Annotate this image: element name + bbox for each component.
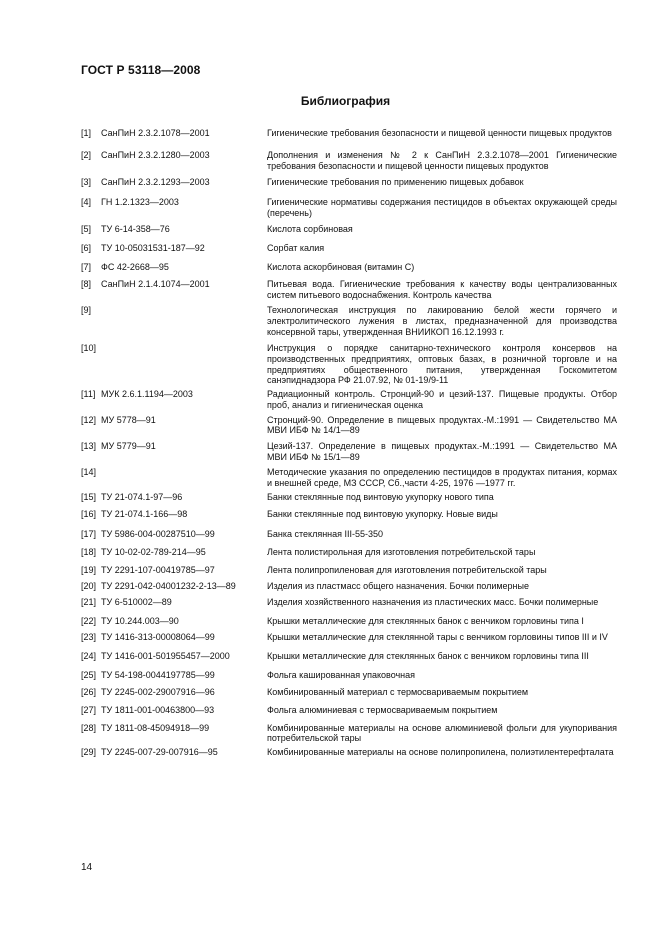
entry-title: Кислота сорбиновая <box>267 223 353 234</box>
entry-title: Крышки металлические для стеклянных банок с венчиком горловины типа I <box>267 615 584 626</box>
entry-document-code: СанПиН 2.3.2.1293—2003 <box>101 177 210 188</box>
entry-number: [4] <box>81 197 92 208</box>
entry-title: Стронций-90. Определение в пищевых продуктах.-М.:1991 — Свидетельство МА МВИ ИБФ № 14/1—89 <box>267 414 617 436</box>
entry-number: [26] <box>81 686 97 697</box>
bibliography-list <box>81 128 617 760</box>
page-number: 14 <box>81 862 93 873</box>
entry-number: [10] <box>81 343 97 354</box>
entry-document-code: ТУ 10-05031531-187—92 <box>101 242 205 253</box>
entry-number: [5] <box>81 223 92 234</box>
entry-number: [23] <box>81 631 97 642</box>
entry-document-code: СанПиН 2.3.2.1280—2003 <box>101 150 210 160</box>
entry-title: Питьевая вода. Гигиенические требования к качеству воды централизованных систем питьевого водоснабжения. Контроль качества <box>267 278 617 300</box>
bibliography-entry <box>81 224 617 237</box>
bibliography-entry <box>81 581 617 594</box>
entry-number: [27] <box>81 704 97 715</box>
bibliography-entry <box>81 705 617 718</box>
bibliography-entry <box>81 565 617 578</box>
entry-title: Гигиенические нормативы содержания пестицидов в объектах окружающей среды (перечень) <box>267 197 617 219</box>
entry-title: Фольга кашированная упаковочная <box>267 669 416 680</box>
entry-number: [22] <box>81 615 97 626</box>
bibliography-entry <box>81 509 617 522</box>
entry-document-code: ТУ 6-14-358—76 <box>101 223 170 234</box>
entry-title: Лента полистирольная для изготовления потребительской тары <box>267 546 536 557</box>
entry-number: [9] <box>81 305 92 316</box>
entry-document-code: ТУ 2291-107-00419785—97 <box>101 564 215 575</box>
entry-document-code: МУ 5778—91 <box>101 414 156 425</box>
bibliography-entry <box>81 616 617 629</box>
entry-number: [29] <box>81 747 97 758</box>
entry-number: [28] <box>81 722 97 733</box>
entry-title: Банка стеклянная III-55-350 <box>267 528 384 539</box>
bibliography-entry <box>81 597 617 610</box>
bibliography-entry <box>81 747 617 760</box>
bibliography-entry <box>81 529 617 542</box>
entry-title: Комбинированные материалы на основе полипропилена, полиэтилентерефталата <box>267 747 614 758</box>
entry-document-code: ФС 42-2668—95 <box>101 261 169 272</box>
entry-title: Методические указания по определению пестицидов в продуктах питания, кормах и внешней среде, МЗ СССР, Сб.,части 4-25, 1976 —1977 гг. <box>267 467 617 489</box>
bibliography-entry <box>81 279 617 300</box>
entry-title: Цезий-137. Определение в пищевых продуктах.-М.:1991 — Свидетельство МА МВИ ИБФ № 15/1—89 <box>267 440 617 462</box>
entry-number: [25] <box>81 669 97 680</box>
entry-number: [12] <box>81 414 97 425</box>
bibliography-entry <box>81 632 617 645</box>
entry-title: Крышки металлические для стеклянных банок с венчиком горловины типа III <box>267 650 589 661</box>
entry-title: Гигиенические требования по применению пищевых добавок <box>267 177 524 188</box>
entry-document-code: ТУ 1811-001-00463800—93 <box>101 704 215 715</box>
entry-title: Радиационный контроль. Стронций-90 и цезий-137. Пищевые продукты. Отбор проб, анализ и гигиеническая оценка <box>267 389 617 410</box>
entry-document-code: МУ 5779—91 <box>101 440 156 451</box>
entry-document-code: ТУ 21-074.1-166—98 <box>101 508 188 519</box>
entry-title: Крышки металлические для стеклянной тары с венчиком горловины типов III и IV <box>267 631 608 642</box>
bibliography-entry <box>81 305 617 337</box>
entry-title: Изделия из пластмасс общего назначения. Бочки полимерные <box>267 580 529 591</box>
bibliography-entry <box>81 262 617 275</box>
entry-number: [13] <box>81 440 97 451</box>
entry-document-code: ТУ 5986-004-00287510—99 <box>101 528 215 539</box>
bibliography-entry <box>81 670 617 683</box>
entry-document-code: ТУ 2291-042-04001232-2-13—89 <box>101 580 236 591</box>
bibliography-entry <box>81 723 617 744</box>
entry-title: Инструкция о порядке санитарно-технического контроля консервов на производственных предприятиях, оптовых базах, в розничной торговле и на предприятиях общественного питания, утвержденная Госкомитетом санэпиднадзора РФ 21.07.92, № 01-19/9-11 <box>267 343 617 386</box>
entry-document-code: СанПиН 2.1.4.1074—2001 <box>101 278 210 289</box>
entry-number: [20] <box>81 580 97 591</box>
entry-number: [21] <box>81 596 97 607</box>
entry-number: [8] <box>81 278 92 289</box>
entry-document-code: ГН 1.2.1323—2003 <box>101 197 179 208</box>
entry-document-code: ТУ 21-074.1-97—96 <box>101 491 183 502</box>
bibliography-entry <box>81 547 617 560</box>
entry-number: [1] <box>81 128 92 138</box>
entry-number: [19] <box>81 564 97 575</box>
entry-document-code: ТУ 1811-08-45094918—99 <box>101 722 210 733</box>
entry-title: Изделия хозяйственного назначения из пластических масс. Бочки полимерные <box>267 596 599 607</box>
entry-title: Технологическая инструкция по лакированию белой жести горячего и электролитического лужения в листах, предназначенной для производства консервной тары, утвержденная ВНИИКОП 16.12.1993 г. <box>267 305 617 337</box>
bibliography-entry <box>81 150 617 171</box>
entry-title: Комбинированные материалы на основе алюминиевой фольги для укупоривания потребительской тары <box>267 722 617 744</box>
bibliography-entry <box>81 343 617 386</box>
entry-document-code: ТУ 1416-313-00008064—99 <box>101 631 215 642</box>
bibliography-entry <box>81 415 617 436</box>
bibliography-title: Библиография <box>300 94 391 108</box>
entry-document-code: МУК 2.6.1.1194—2003 <box>101 389 193 400</box>
entry-number: [6] <box>81 242 92 253</box>
entry-title: Банки стеклянные под винтовую укупорку. Новые виды <box>267 508 498 519</box>
entry-title: Комбинированный материал с термосвариваемым покрытием <box>267 686 529 697</box>
entry-title: Гигиенические требования безопасности и пищевой ценности пищевых продуктов <box>267 128 612 138</box>
entry-number: [3] <box>81 177 92 188</box>
entry-number: [18] <box>81 546 97 557</box>
entry-number: [14] <box>81 467 97 478</box>
entry-document-code: ТУ 1416-001-501955457—2000 <box>101 650 230 661</box>
bibliography-entry <box>81 441 617 462</box>
entry-document-code: СанПиН 2.3.2.1078—2001 <box>101 128 210 138</box>
entry-title: Сорбат калия <box>267 242 325 253</box>
bibliography-entry <box>81 467 617 488</box>
entry-number: [2] <box>81 150 92 160</box>
entry-document-code: ТУ 54-198-0044197785—99 <box>101 669 215 680</box>
bibliography-entry <box>81 389 617 410</box>
entry-document-code: ТУ 6-510002—89 <box>101 596 172 607</box>
entry-number: [17] <box>81 528 97 539</box>
entry-title: Дополнения и изменения № 2 к СанПиН 2.3.2.1078—2001 Гигиенические требования безопасности и пищевой ценности пищевых продуктов <box>267 150 617 171</box>
bibliography-entry <box>81 197 617 218</box>
entry-document-code: ТУ 10-02-02-789-214—95 <box>101 546 206 557</box>
entry-number: [15] <box>81 491 97 502</box>
entry-title: Кислота аскорбиновая (витамин С) <box>267 261 415 272</box>
entry-document-code: ТУ 2245-007-29-007916—95 <box>101 747 218 758</box>
entry-title: Лента полипропиленовая для изготовления потребительской тары <box>267 564 547 575</box>
entry-title: Фольга алюминиевая с термосвариваемым покрытием <box>267 704 498 715</box>
entry-title: Банки стеклянные под винтовую укупорку нового типа <box>267 491 494 502</box>
entry-number: [24] <box>81 650 97 661</box>
bibliography-entry <box>81 243 617 256</box>
entry-number: [16] <box>81 508 97 519</box>
bibliography-entry <box>81 687 617 700</box>
bibliography-entry <box>81 128 617 141</box>
entry-document-code: ТУ 10.244.003—90 <box>101 615 179 626</box>
standard-designation: ГОСТ Р 53118—2008 <box>81 63 201 77</box>
bibliography-entry <box>81 651 617 664</box>
entry-number: [7] <box>81 261 92 272</box>
bibliography-entry <box>81 492 617 505</box>
entry-document-code: ТУ 2245-002-29007916—96 <box>101 686 215 697</box>
bibliography-entry <box>81 177 617 190</box>
entry-number: [11] <box>81 389 96 400</box>
